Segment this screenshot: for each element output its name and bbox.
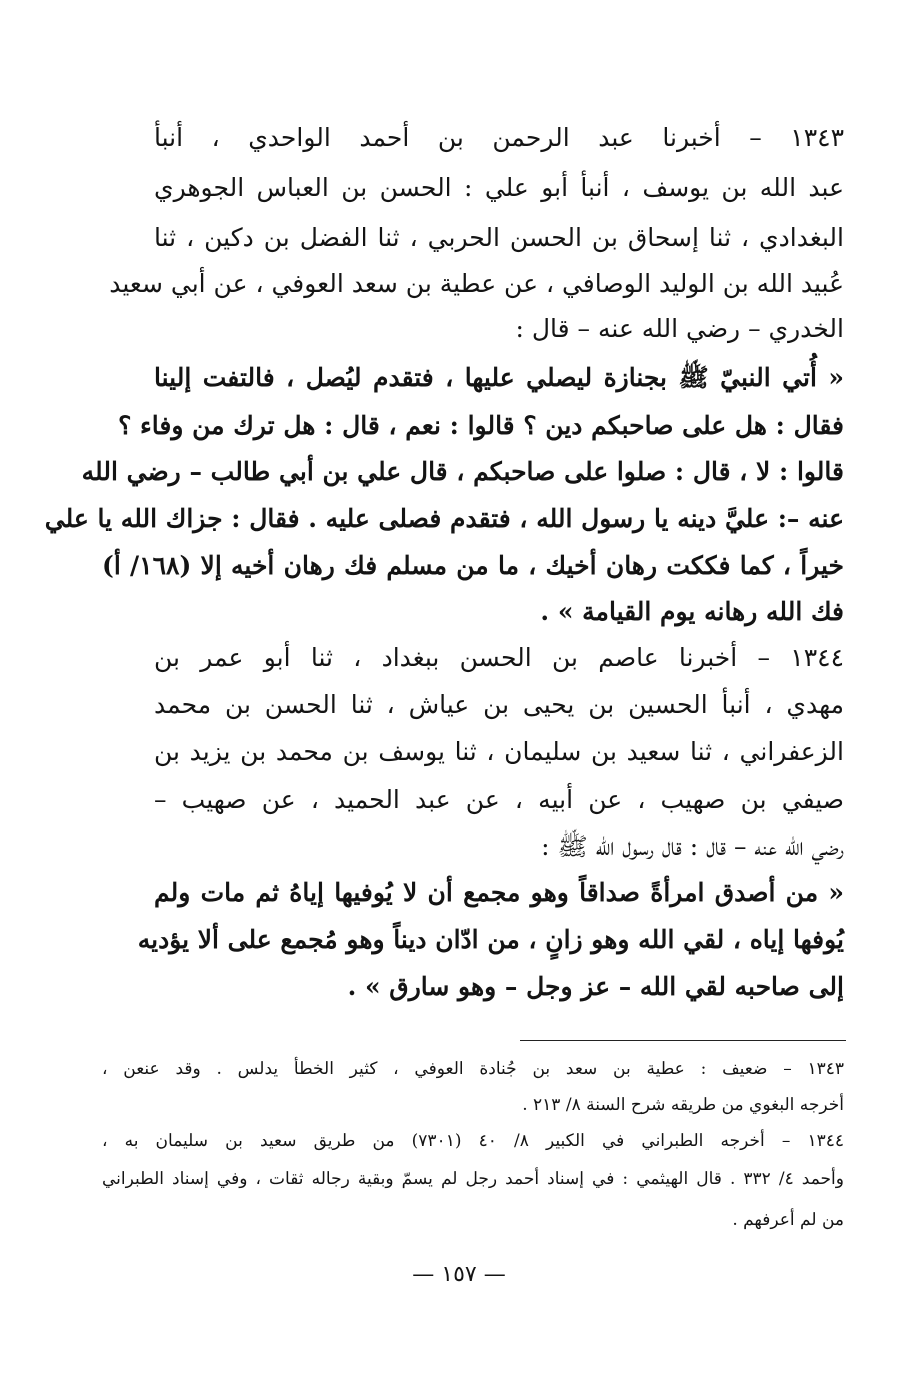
entry-1343-hadith-line-6: فك الله رهانه يوم القيامة » . bbox=[540, 597, 844, 626]
entry-1344-hadith-line-3: إلى صاحبه لقي الله – عز وجل – وهو سارق » . bbox=[347, 972, 844, 1001]
entry-1344-isnad-line-5: رضي الله عنه – قال : قال رسول الله ﷺ : bbox=[541, 832, 844, 861]
entry-1343-isnad-line-3: البغدادي ، ثنا إسحاق بن الحسن الحربي ، ثنا الفضل بن دكين ، ثنا bbox=[154, 223, 844, 252]
footnote-1344-line-2: وأحمد ٤/ ٣٣٢ . قال الهيثمي : في إسناد أحمد رجل لم يسمّ وبقية رجاله ثقات ، وفي إسناد الطبراني bbox=[102, 1169, 844, 1189]
entry-1343-isnad-line-4: عُبيد الله بن الوليد الوصافي ، عن عطية بن سعد العوفي ، عن أبي سعيد bbox=[109, 269, 844, 298]
entry-1343-isnad-line-2: عبد الله بن يوسف ، أنبأ أبو علي : الحسن بن العباس الجوهري bbox=[154, 173, 844, 202]
footnote-1343-line-2: أخرجه البغوي من طريقه شرح السنة ٨/ ٢١٣ . bbox=[522, 1095, 844, 1115]
entry-1344-isnad-line-3: الزعفراني ، ثنا سعيد بن سليمان ، ثنا يوسف بن محمد بن يزيد بن bbox=[154, 737, 844, 766]
entry-1343-isnad-line-1: ١٣٤٣ – أخبرنا عبد الرحمن بن أحمد الواحدي ، أنبأ bbox=[154, 123, 844, 152]
entry-1343-hadith-line-3: قالوا : لا ، قال : صلوا على صاحبكم ، قال علي بن أبي طالب – رضي الله bbox=[81, 457, 844, 486]
entry-1343-isnad-line-5: الخدري – رضي الله عنه – قال : bbox=[515, 314, 844, 343]
entry-1343-hadith-line-2: فقال : هل على صاحبكم دين ؟ قالوا : نعم ، قال : هل ترك من وفاء ؟ bbox=[118, 411, 844, 440]
footnote-1343-line-1: ١٣٤٣ – ضعيف : عطية بن سعد بن جُنادة العوفي ، كثير الخطأ يدلس . وقد عنعن ، bbox=[102, 1059, 844, 1079]
entry-1344-hadith-line-2: يُوفها إياه ، لقي الله وهو زانٍ ، من ادّان ديناً وهو مُجمع على ألا يؤديه bbox=[137, 925, 844, 954]
footnote-1344-line-1: ١٣٤٤ – أخرجه الطبراني في الكبير ٨/ ٤٠ (٧٣٠١) من طريق سعيد بن سليمان به ، bbox=[102, 1131, 844, 1151]
entry-1344-hadith-line-1: « من أصدق امرأةً صداقاً وهو مجمع أن لا يُوفيها إياهُ ثم مات ولم bbox=[154, 878, 844, 907]
entry-1344-isnad-line-2: مهدي ، أنبأ الحسين بن يحيى بن عياش ، ثنا الحسن بن محمد bbox=[154, 690, 844, 719]
entry-1344-isnad-line-4: صيفي بن صهيب ، عن أبيه ، عن عبد الحميد ، عن صهيب – bbox=[154, 785, 844, 814]
entry-1344-isnad-line-1: ١٣٤٤ – أخبرنا عاصم بن الحسن ببغداد ، ثنا أبو عمر بن bbox=[154, 643, 844, 672]
footnote-1344-line-3: من لم أعرفهم . bbox=[732, 1210, 844, 1230]
entry-1343-hadith-line-5: خيراً ، كما فككت رهان أخيك ، ما من مسلم فك رهان أخيه إلا (١٦٨/ أ) bbox=[102, 551, 844, 580]
page-number: — ١٥٧ — bbox=[412, 1262, 506, 1287]
footnote-separator bbox=[520, 1040, 846, 1041]
entry-1343-hadith-line-1: « أُتي النبيّ ﷺ بجنازة ليصلي عليها ، فتقدم ليُصل ، فالتفت إلينا bbox=[154, 363, 844, 392]
entry-1343-hadith-line-4: عنه –: عليَّ دينه يا رسول الله ، فتقدم فصلى عليه . فقال : جزاك الله يا علي bbox=[44, 504, 844, 533]
